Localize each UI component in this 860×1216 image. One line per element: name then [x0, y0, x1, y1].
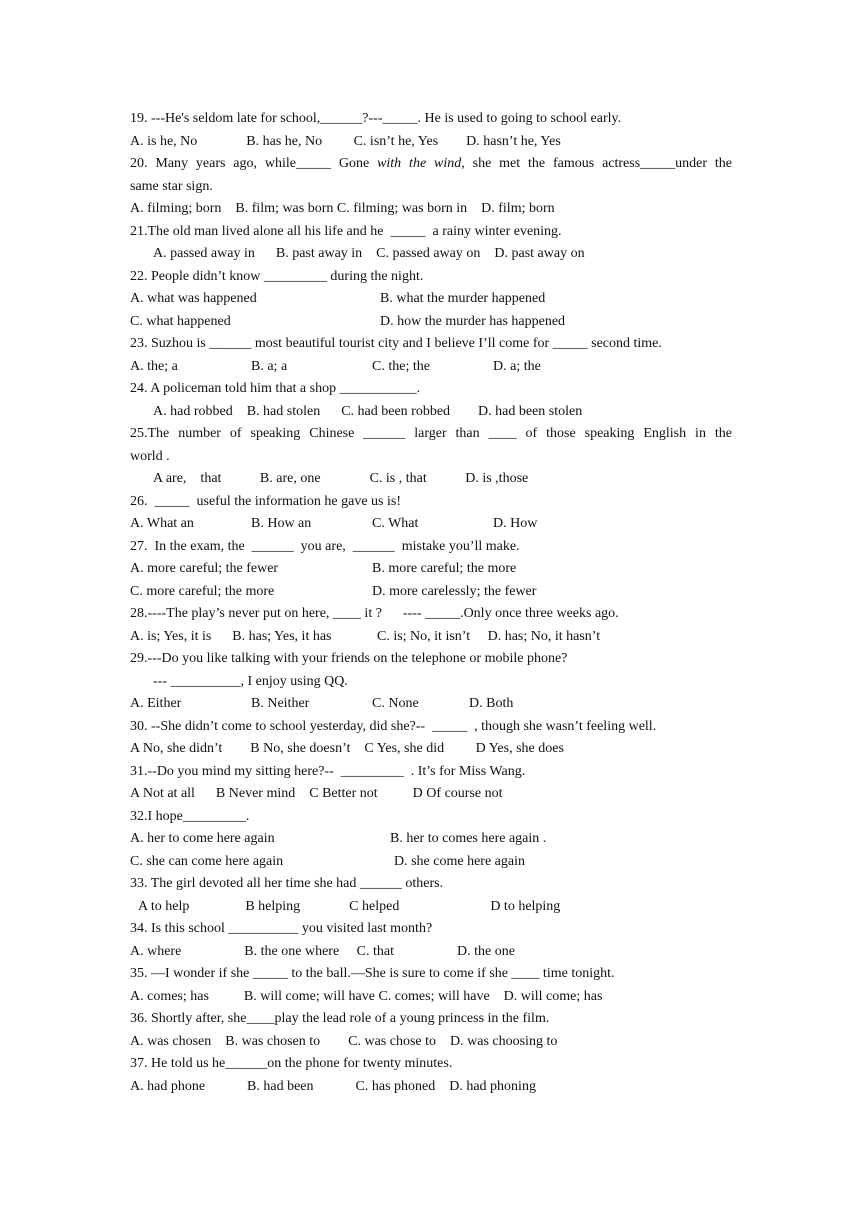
q37-options: A. had phone B. had been C. has phoned D. had phoning: [130, 1078, 536, 1094]
q20-stem: 20. Many years ago, while_____ Gone with the wind, she met the famous actress_____under the: [130, 156, 733, 171]
q28-options: A. is; Yes, it is B. has; Yes, it has C. is; No, it isn’t D. has; No, it hasn’t: [130, 628, 601, 644]
q23-option-b: B. a; a: [251, 358, 288, 374]
q37-stem: 37. He told us he______on the phone for twenty minutes.: [130, 1056, 453, 1071]
q31-options: A Not at all B Never mind C Better not D Of course not: [130, 786, 503, 801]
q26-option-c: C. What: [372, 516, 419, 531]
q29-option-a: A. Either: [130, 696, 182, 711]
q24-options: A. had robbed B. had stolen C. had been robbed D. had been stolen: [153, 403, 583, 419]
q30-stem: 30. --She didn’t come to school yesterday, did she?-- _____ , though she wasn’t feeling well.: [130, 718, 657, 734]
q22-option-b: B. what the murder happened: [380, 291, 546, 306]
q32-option-c: C. she can come here again: [130, 853, 284, 869]
q29-option-d: D. Both: [469, 696, 514, 711]
q25-stem: 25.The number of speaking Chinese ______ larger than ____ of those speaking English in the: [130, 426, 732, 441]
q33-options: A to help B helping C helped D to helping: [138, 898, 561, 914]
q27-option-b: B. more careful; the more: [372, 561, 517, 576]
q27-option-d: D. more carelessly; the fewer: [372, 583, 537, 599]
q26-option-a: A. What an: [130, 516, 194, 531]
q26-option-d: D. How: [493, 516, 538, 531]
q22-options-row1: [130, 288, 732, 311]
q26-option-b: B. How an: [251, 516, 312, 531]
q23-option-d: D. a; the: [493, 358, 541, 374]
q34-options: A. where B. the one where C. that D. the one: [130, 943, 515, 959]
q29-option-b: B. Neither: [251, 696, 310, 711]
question-list: [130, 108, 732, 1098]
q22-option-c: C. what happened: [130, 313, 231, 329]
q34-stem: 34. Is this school __________ you visited last month?: [130, 921, 433, 936]
q32-option-a: A. her to come here again: [130, 831, 275, 846]
q22-stem: 22. People didn’t know _________ during the night.: [130, 268, 424, 284]
q22-options-row2: [130, 311, 732, 334]
q35-options: A. comes; has B. will come; will have C. comes; will have D. will come; has: [130, 988, 603, 1004]
q25-options: A are, that B. are, one C. is , that D. is ,those: [153, 471, 529, 486]
q27-options-row1: [130, 558, 732, 581]
q23-option-a: A. the; a: [130, 358, 178, 374]
q19-stem: 19. ---He's seldom late for school,______?---_____. He is used to going to school early.: [130, 111, 622, 126]
q36-stem: 36. Shortly after, she____play the lead role of a young princess in the film.: [130, 1011, 550, 1026]
q27-stem: 27. In the exam, the ______ you are, ______ mistake you’ll make.: [130, 538, 520, 554]
q22-option-d: D. how the murder has happened: [380, 313, 566, 329]
q28-stem: 28.----The play’s never put on here, ____ it ? ---- _____.Only once three weeks ago.: [130, 606, 619, 621]
q33-stem: 33. The girl devoted all her time she had ______ others.: [130, 876, 444, 891]
q32-options-row2: [130, 851, 732, 874]
q21-stem: 21.The old man lived alone all his life and he _____ a rainy winter evening.: [130, 223, 562, 239]
q25-stem-cont: world .: [130, 448, 170, 464]
q29-options: [130, 693, 732, 716]
q23-stem: 23. Suzhou is ______ most beautiful tourist city and I believe I’ll come for _____ second time.: [130, 336, 662, 351]
q23-options: [130, 356, 732, 379]
q26-options: [130, 513, 732, 536]
q27-options-row2: [130, 581, 732, 604]
q32-options-row1: [130, 828, 732, 851]
q29-stem: 29.---Do you like talking with your friends on the telephone or mobile phone?: [130, 651, 568, 666]
q20-stem-cont: same star sign.: [130, 178, 213, 194]
q26-stem: 26. _____ useful the information he gave us is!: [130, 493, 402, 509]
q19-options: A. is he, No B. has he, No C. isn’t he, Yes D. hasn’t he, Yes: [130, 133, 561, 149]
q27-option-c: C. more careful; the more: [130, 583, 275, 599]
q36-options: A. was chosen B. was chosen to C. was chose to D. was choosing to: [130, 1033, 558, 1049]
q32-option-b: B. her to comes here again .: [390, 831, 547, 846]
q29-option-c: C. None: [372, 696, 419, 711]
q29-stem-cont: --- __________, I enjoy using QQ.: [153, 673, 348, 689]
q30-options: A No, she didn’t B No, she doesn’t C Yes, she did D Yes, she does: [130, 741, 564, 756]
q35-stem: 35. —I wonder if she _____ to the ball.—She is sure to come if she ____ time tonight.: [130, 966, 615, 981]
q24-stem: 24. A policeman told him that a shop ___________.: [130, 381, 421, 396]
q20-options: A. filming; born B. film; was born C. filming; was born in D. film; born: [130, 201, 555, 216]
q31-stem: 31.--Do you mind my sitting here?-- _________ . It’s for Miss Wang.: [130, 763, 526, 779]
q21-options: A. passed away in B. past away in C. passed away on D. past away on: [153, 246, 585, 261]
q32-option-d: D. she come here again: [394, 853, 525, 869]
q22-option-a: A. what was happened: [130, 291, 257, 306]
q32-stem: 32.I hope_________.: [130, 808, 250, 824]
q27-option-a: A. more careful; the fewer: [130, 561, 279, 576]
q23-option-c: C. the; the: [372, 358, 430, 374]
